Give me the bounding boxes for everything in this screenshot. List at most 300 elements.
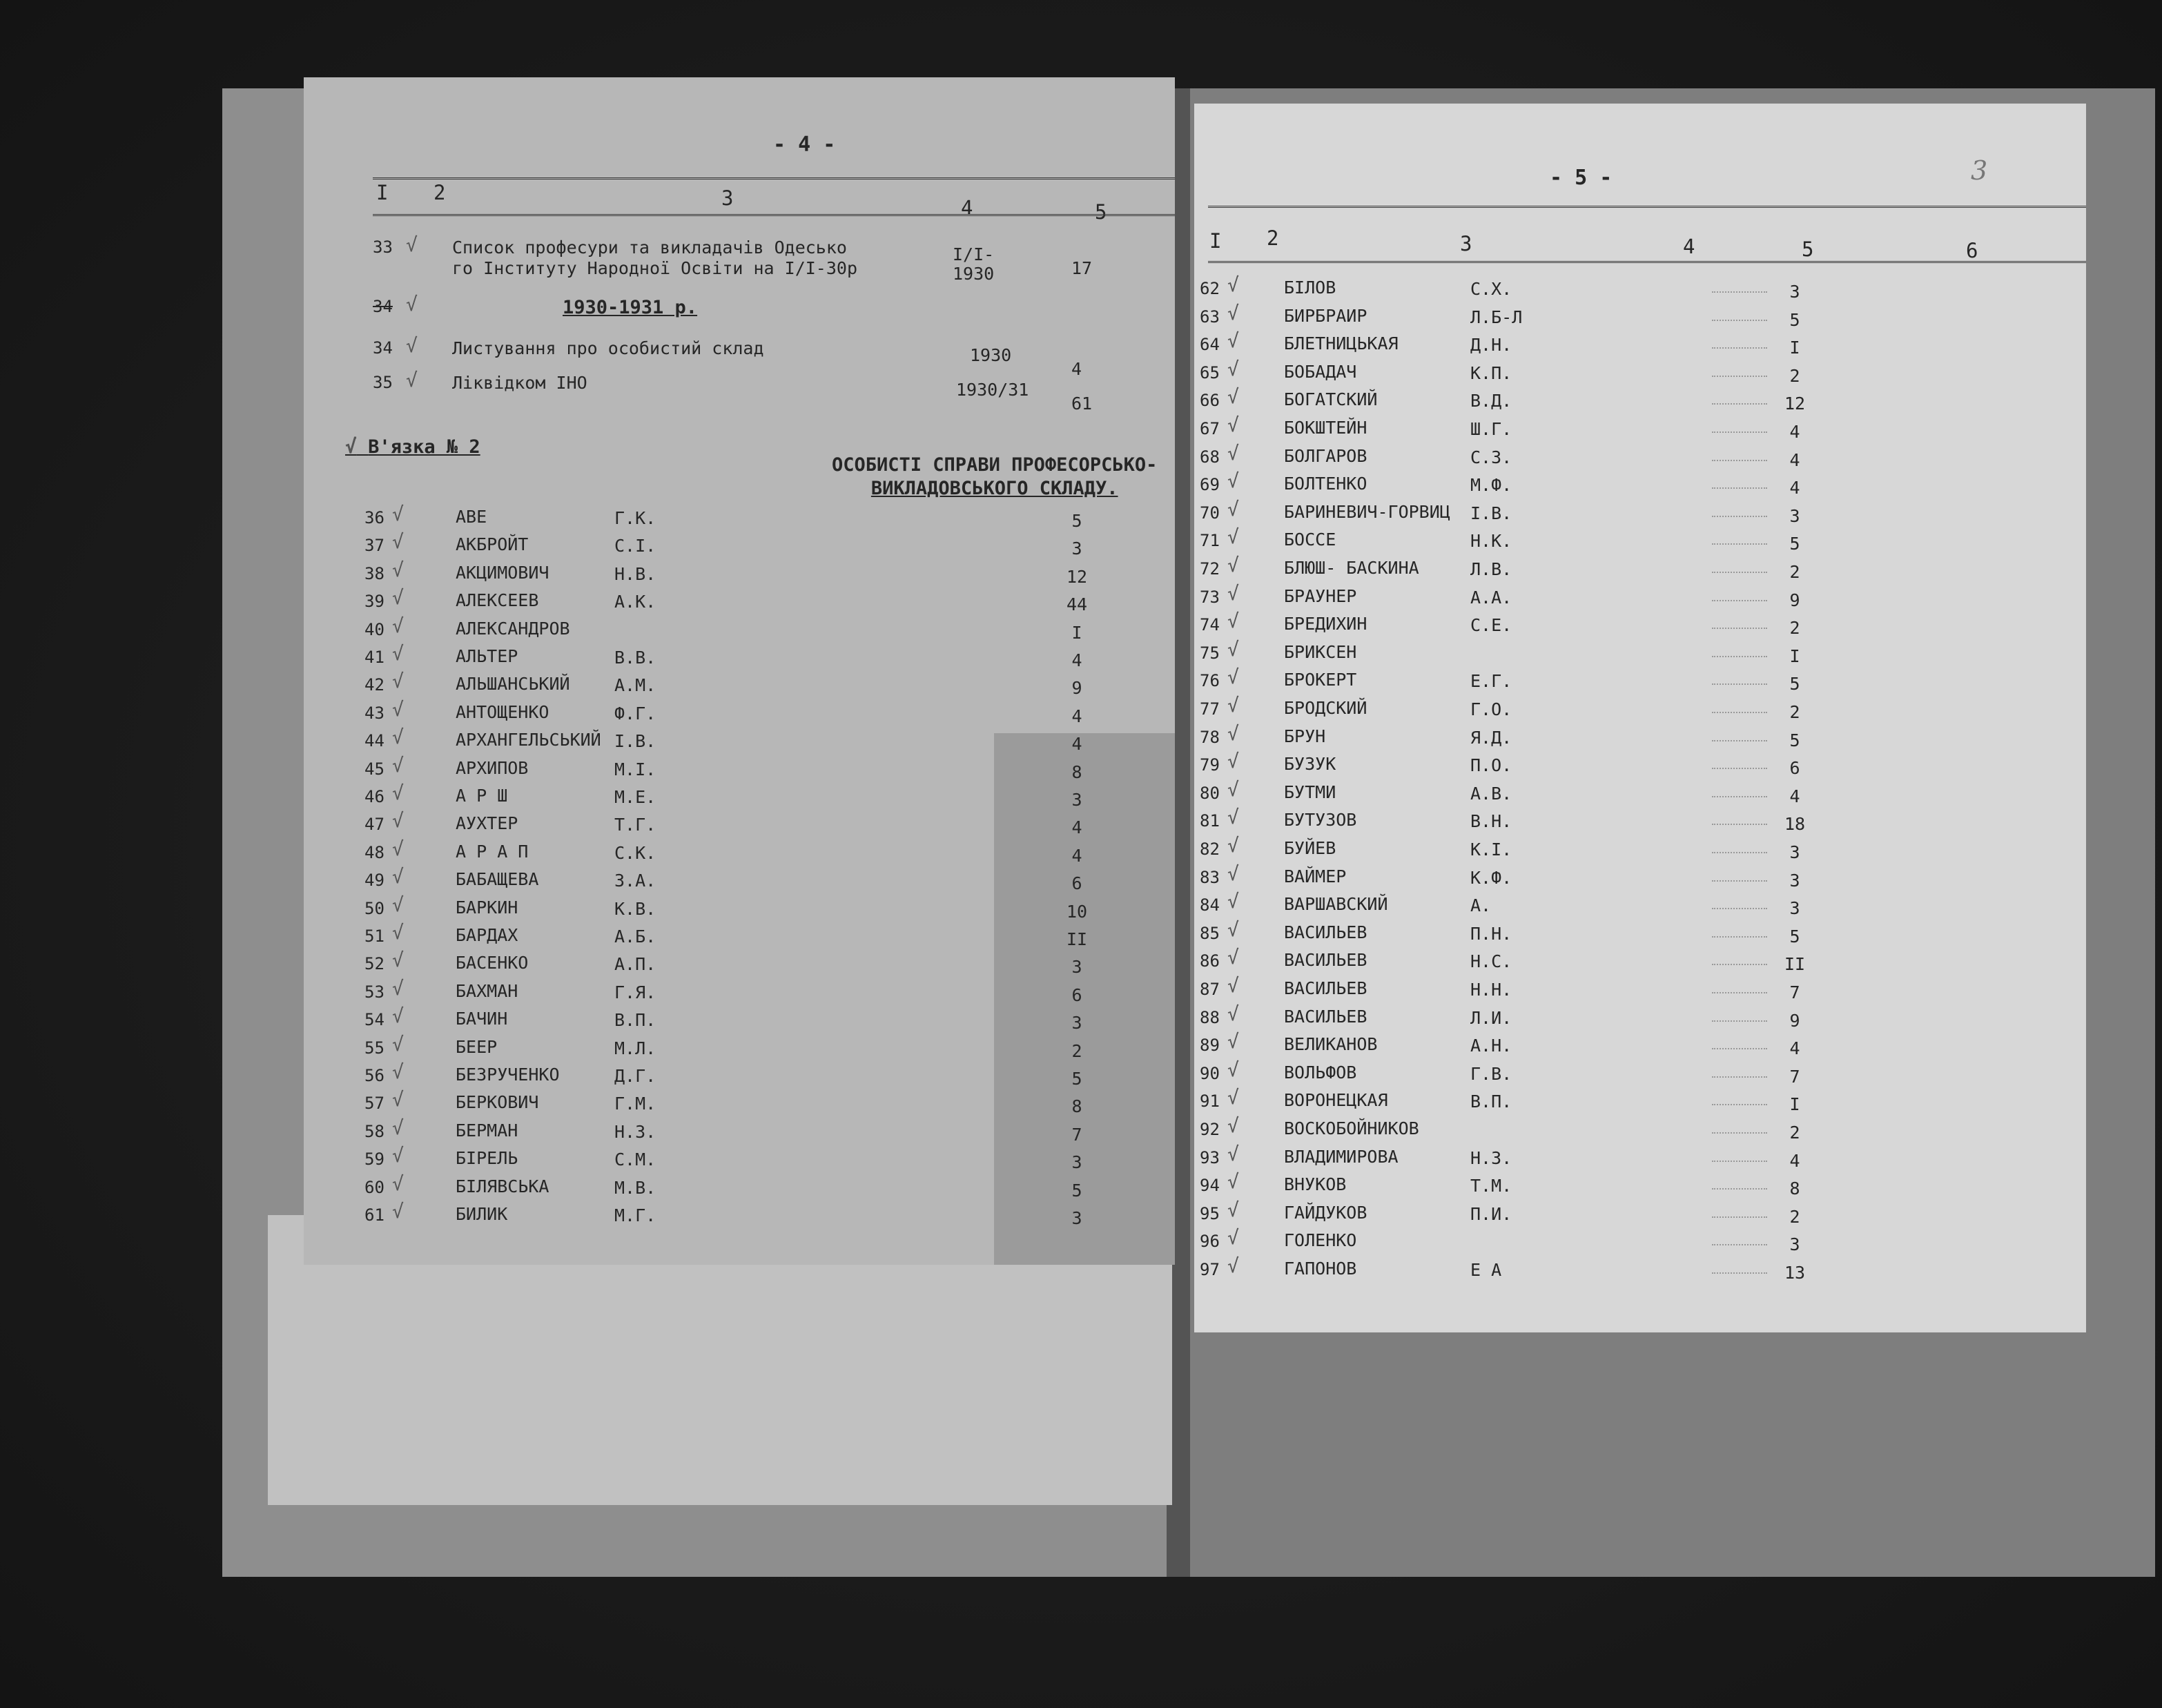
initials: К.Ф.	[1470, 868, 1512, 888]
row-number: 56	[364, 1066, 384, 1085]
table-row	[1194, 946, 2086, 975]
surname: БРЕДИХИН	[1284, 614, 1367, 634]
row-number: 65	[1200, 363, 1220, 382]
surname: БАБАЩЕВА	[456, 869, 539, 889]
sheet-count: 18	[1784, 814, 1806, 834]
entry-number: 34	[373, 297, 393, 316]
surname: БРИКСЕН	[1284, 642, 1357, 662]
check-mark: √	[392, 921, 404, 944]
row-number: 77	[1200, 699, 1220, 719]
initials: І.В.	[1470, 503, 1512, 523]
table-row	[1194, 918, 2086, 947]
check-mark: √	[1227, 778, 1239, 801]
check-mark: √	[1227, 862, 1239, 885]
entry-count: 17	[1071, 258, 1093, 278]
col-header-4: 4	[961, 196, 973, 220]
sheet-count: 3	[1071, 538, 1082, 559]
sheet-count: 3	[1789, 506, 1800, 526]
check-mark: √	[1227, 302, 1239, 324]
dotted-leader	[1712, 712, 1767, 713]
row-number: 80	[1200, 784, 1220, 803]
surname: БИЛИК	[456, 1204, 508, 1224]
check-mark: √	[1227, 442, 1239, 465]
initials: Н.З.	[614, 1122, 656, 1142]
check-mark: √	[392, 1060, 404, 1083]
check-mark: √	[1227, 834, 1239, 857]
check-mark: √	[392, 726, 404, 748]
surname: ВОРОНЕЦКАЯ	[1284, 1090, 1388, 1110]
row-number: 52	[364, 954, 384, 973]
initials: Е А	[1470, 1260, 1502, 1280]
sheet-count: 5	[1071, 1181, 1082, 1201]
row-number: 44	[364, 731, 384, 750]
row-number: 48	[364, 843, 384, 862]
check-mark: √	[1227, 1198, 1239, 1221]
check-mark: √	[1227, 554, 1239, 576]
header-rule-top	[373, 177, 1175, 179]
row-number: 91	[1200, 1091, 1220, 1111]
col-header-5: 5	[1802, 237, 1814, 261]
table-row	[1194, 1198, 2086, 1227]
table-row	[1194, 890, 2086, 919]
sheet-count: 3	[1789, 871, 1800, 891]
check-mark: √	[392, 642, 404, 665]
surname: БОЛТЕНКО	[1284, 474, 1367, 494]
entry-count: 4	[1071, 359, 1082, 379]
row-number: 40	[364, 620, 384, 639]
col-header-3: 3	[721, 186, 734, 210]
dotted-leader	[1712, 460, 1767, 461]
sheet-count: 10	[1066, 902, 1088, 922]
row-number: 45	[364, 759, 384, 779]
table-row	[1194, 778, 2086, 807]
sheet-count: 4	[1071, 734, 1082, 754]
row-number: 59	[364, 1149, 384, 1169]
surname: ВАСИЛЬЕВ	[1284, 922, 1367, 942]
row-number: 73	[1200, 588, 1220, 607]
table-row	[1194, 1254, 2086, 1283]
surname: АРХАНГЕЛЬСЬКИЙ	[456, 730, 601, 750]
initials: А.А.	[1470, 588, 1512, 608]
sheet-count: 9	[1071, 678, 1082, 698]
row-number: 61	[364, 1205, 384, 1225]
check-mark: √	[1227, 1058, 1239, 1081]
check-mark: √	[1227, 582, 1239, 605]
table-row	[304, 893, 1175, 922]
sheet-count: 6	[1071, 873, 1082, 893]
row-number: 93	[1200, 1148, 1220, 1167]
initials: М.Л.	[614, 1038, 656, 1058]
surname: БРОКЕРТ	[1284, 670, 1357, 690]
page-number: - 5 -	[1550, 166, 1613, 190]
header-rule-bottom	[1208, 261, 2086, 263]
sheet-count: 4	[1071, 650, 1082, 670]
table-row	[304, 1007, 1175, 1033]
archive-sheet-mark: 3	[1971, 155, 1988, 186]
table-row	[1194, 750, 2086, 779]
sheet-count: 6	[1071, 985, 1082, 1005]
initials: А.В.	[1470, 784, 1512, 804]
table-row	[1194, 1145, 2086, 1172]
row-number: 78	[1200, 728, 1220, 747]
dotted-leader	[1712, 656, 1767, 657]
dotted-leader	[1712, 740, 1767, 741]
check-mark: √	[406, 369, 418, 391]
row-number: 64	[1200, 335, 1220, 354]
initials: М.Е.	[614, 787, 656, 807]
dotted-leader	[1712, 291, 1767, 293]
entry-text: Список професури та викладачів Одесько	[452, 237, 847, 258]
initials: Н.В.	[614, 564, 656, 584]
col-header-2: 2	[434, 181, 446, 204]
initials: Д.Г.	[614, 1066, 656, 1086]
surname: БАХМАН	[456, 981, 518, 1001]
initials: Л.Б-Л	[1470, 307, 1523, 327]
entry-text: 1930-1931 р.	[563, 297, 698, 318]
surname: БУТМИ	[1284, 782, 1336, 802]
row-number: 94	[1200, 1176, 1220, 1195]
table-row	[1194, 525, 2086, 554]
check-mark: √	[392, 530, 404, 553]
initials: Т.Г.	[614, 815, 656, 835]
surname: БЕЗРУЧЕНКО	[456, 1065, 560, 1085]
surname: БАСЕНКО	[456, 953, 529, 973]
sheet-count: II	[1784, 954, 1806, 974]
initials: З.А.	[614, 871, 656, 891]
row-number: 47	[364, 815, 384, 834]
table-row	[304, 837, 1175, 866]
dotted-leader	[1712, 796, 1767, 797]
sheet-count: 4	[1789, 1151, 1800, 1171]
row-number: 75	[1200, 643, 1220, 663]
entry-text: Листування про особистий склад	[452, 338, 764, 358]
dotted-leader	[1712, 572, 1767, 573]
surname: ВАРШАВСКИЙ	[1284, 894, 1388, 914]
table-row	[304, 561, 1175, 588]
surname: БОЛГАРОВ	[1284, 446, 1367, 466]
table-row	[304, 1144, 1175, 1173]
table-row	[1194, 469, 2086, 498]
check-mark: √	[392, 949, 404, 971]
initials: Н.К.	[1470, 531, 1512, 551]
sheet-count: 4	[1071, 846, 1082, 866]
initials: С.І.	[614, 536, 656, 556]
surname: БУЗУК	[1284, 754, 1336, 774]
check-mark: √	[1227, 946, 1239, 969]
check-mark: √	[392, 698, 404, 721]
surname: ВОЛЬФОВ	[1284, 1062, 1357, 1083]
table-row	[1194, 808, 2086, 835]
surname: АКБРОЙТ	[456, 534, 529, 554]
row-number: 88	[1200, 1008, 1220, 1027]
surname: БИРБРАИР	[1284, 306, 1367, 326]
col-header-1: I	[376, 181, 389, 204]
initials: П.Н.	[1470, 924, 1512, 944]
initials: Л.В.	[1470, 559, 1512, 579]
row-number: 62	[1200, 279, 1220, 298]
sheet-count: 7	[1789, 1067, 1800, 1087]
entry-date: 1930	[970, 345, 1012, 365]
check-mark: √	[392, 837, 404, 860]
row-number: 74	[1200, 615, 1220, 634]
table-row	[304, 951, 1175, 978]
dotted-leader	[1712, 628, 1767, 629]
check-mark: √	[1227, 385, 1239, 408]
table-row	[1194, 1030, 2086, 1059]
table-row	[304, 865, 1175, 894]
table-row	[304, 754, 1175, 783]
initials: А.Н.	[1470, 1036, 1512, 1056]
table-row	[1194, 498, 2086, 527]
dotted-leader	[1712, 403, 1767, 405]
table-row	[1194, 304, 2086, 331]
row-number: 67	[1200, 419, 1220, 438]
surname: ВОСКОБОЙНИКОВ	[1284, 1118, 1419, 1138]
sheet-count: 2	[1071, 1041, 1082, 1061]
row-number: 46	[364, 787, 384, 806]
dotted-leader	[1712, 964, 1767, 965]
check-mark: √	[392, 782, 404, 804]
surname: БРОДСКИЙ	[1284, 698, 1367, 718]
sheet-count: 2	[1789, 702, 1800, 722]
row-number: 60	[364, 1178, 384, 1197]
sheet-count: 9	[1789, 1011, 1800, 1031]
table-row	[304, 1033, 1175, 1062]
table-row	[304, 614, 1175, 643]
header-rule-bottom	[373, 214, 1175, 216]
table-row	[1194, 694, 2086, 723]
table-row	[1194, 385, 2086, 414]
row-number: 39	[364, 592, 384, 611]
initials: М.Ф.	[1470, 475, 1512, 495]
page-number: - 4 -	[773, 133, 836, 157]
surname: АРХИПОВ	[456, 758, 529, 778]
table-row	[1194, 360, 2086, 387]
sheet-count: 8	[1071, 762, 1082, 782]
dotted-leader	[1712, 1216, 1767, 1218]
sheet-count: I	[1789, 646, 1800, 666]
check-mark: √	[392, 893, 404, 916]
sheet-count: 5	[1789, 730, 1800, 750]
table-row	[304, 530, 1175, 559]
dotted-leader	[1712, 320, 1767, 321]
initials: В.П.	[1470, 1091, 1512, 1112]
col-header-4: 4	[1683, 235, 1695, 258]
surname: ГАЙДУКОВ	[1284, 1203, 1367, 1223]
table-row	[1194, 638, 2086, 667]
check-mark: √	[392, 1172, 404, 1195]
table-row	[1194, 329, 2086, 358]
surname: ВАСИЛЬЕВ	[1284, 950, 1367, 970]
table-row	[1194, 1170, 2086, 1199]
dotted-leader	[1712, 824, 1767, 825]
row-number: 86	[1200, 951, 1220, 971]
table-row	[304, 1088, 1175, 1117]
row-number: 58	[364, 1122, 384, 1141]
surname: БАРДАХ	[456, 925, 518, 945]
check-mark: √	[1227, 329, 1239, 352]
initials: С.З.	[1470, 447, 1512, 467]
surname: АЛЕКСЕЕВ	[456, 590, 539, 610]
table-row	[1194, 556, 2086, 583]
table-row	[1194, 1114, 2086, 1143]
check-mark: √	[1227, 358, 1239, 380]
sheet-count: 7	[1789, 982, 1800, 1002]
table-row	[304, 728, 1175, 755]
entry-number: 35	[373, 373, 393, 392]
check-mark: √	[1227, 525, 1239, 548]
row-number: 68	[1200, 447, 1220, 467]
surname: БАРИНЕВИЧ-ГОРВИЦ	[1284, 502, 1450, 522]
sheet-count: 5	[1789, 534, 1800, 554]
table-row	[304, 1172, 1175, 1201]
dotted-leader	[1712, 347, 1767, 349]
sheet-count: 6	[1789, 758, 1800, 778]
initials: М.Г.	[614, 1205, 656, 1225]
initials: М.В.	[614, 1178, 656, 1198]
section-title: ОСОБИСТІ СПРАВИ ПРОФЕСОРСЬКО- ВИКЛАДОВСЬКОГО СКЛАДУ.	[832, 454, 1158, 499]
row-number: 41	[364, 648, 384, 667]
initials: П.О.	[1470, 755, 1512, 775]
initials: Т.М.	[1470, 1176, 1512, 1196]
initials: П.И.	[1470, 1204, 1512, 1224]
surname: ВЕЛИКАНОВ	[1284, 1034, 1378, 1054]
dotted-leader	[1712, 543, 1767, 545]
row-number: 83	[1200, 868, 1220, 887]
row-number: 70	[1200, 503, 1220, 523]
dotted-leader	[1712, 852, 1767, 853]
dotted-leader	[1712, 516, 1767, 517]
check-mark: √	[406, 233, 418, 256]
check-mark: √	[1227, 694, 1239, 717]
table-row	[1194, 273, 2086, 302]
dotted-leader	[1712, 487, 1767, 489]
initials: Д.Н.	[1470, 335, 1512, 355]
sheet-count: 3	[1789, 282, 1800, 302]
col-header-2: 2	[1267, 226, 1279, 250]
sheet-count: 5	[1789, 674, 1800, 694]
check-mark: √	[392, 586, 404, 609]
table-row	[304, 1116, 1175, 1145]
dotted-leader	[1712, 908, 1767, 909]
initials: Ш.Г.	[1470, 419, 1512, 439]
initials: К.І.	[1470, 840, 1512, 860]
sheet-count: 3	[1071, 1013, 1082, 1033]
bundle-label: √ В'язка № 2	[345, 435, 480, 458]
dotted-leader	[1712, 600, 1767, 601]
row-number: 72	[1200, 559, 1220, 579]
left-page	[304, 77, 1175, 1265]
sheet-count: 5	[1071, 511, 1082, 531]
initials: В.П.	[614, 1010, 656, 1030]
table-row	[1194, 862, 2086, 891]
dotted-leader	[1712, 992, 1767, 993]
table-row	[1194, 1086, 2086, 1115]
surname: ВНУКОВ	[1284, 1174, 1347, 1194]
check-mark: √	[392, 1033, 404, 1056]
table-row	[1194, 442, 2086, 471]
surname: БІЛЯВСЬКА	[456, 1176, 549, 1196]
table-row	[1194, 1002, 2086, 1031]
check-mark: √	[1227, 890, 1239, 913]
right-page	[1194, 104, 2086, 1332]
dotted-leader	[1712, 1188, 1767, 1190]
check-mark: √	[406, 293, 418, 316]
row-number: 53	[364, 982, 384, 1002]
sheet-count: 2	[1789, 1123, 1800, 1143]
surname: БОССЕ	[1284, 530, 1336, 550]
table-row	[304, 977, 1175, 1006]
sheet-count: 44	[1066, 594, 1088, 614]
initials: Г.О.	[1470, 699, 1512, 719]
check-mark: √	[392, 754, 404, 777]
row-number: 42	[364, 675, 384, 695]
table-row	[1194, 1226, 2086, 1255]
initials: Я.Д.	[1470, 728, 1512, 748]
surname: БАЧИН	[456, 1009, 508, 1029]
sheet-count: 12	[1066, 567, 1088, 587]
entry-date: 1930	[953, 264, 995, 284]
initials: Л.И.	[1470, 1008, 1512, 1028]
check-mark: √	[406, 334, 418, 357]
initials: В.В.	[614, 648, 656, 668]
table-row	[1194, 612, 2086, 639]
entry-date: 1930/31	[956, 380, 1029, 400]
surname: ГОЛЕНКО	[1284, 1230, 1357, 1250]
dotted-leader	[1712, 1161, 1767, 1162]
initials: Г.В.	[1470, 1064, 1512, 1084]
dotted-leader	[1712, 880, 1767, 882]
col-header-1: I	[1209, 229, 1222, 253]
row-number: 54	[364, 1010, 384, 1029]
sheet-count: 9	[1789, 590, 1800, 610]
initials: В.Н.	[1470, 811, 1512, 831]
surname: ВАСИЛЬЕВ	[1284, 978, 1367, 998]
check-mark: √	[1227, 1143, 1239, 1165]
check-mark: √	[392, 1200, 404, 1223]
sheet-count: 8	[1071, 1096, 1082, 1116]
row-number: 92	[1200, 1120, 1220, 1139]
row-number: 63	[1200, 307, 1220, 327]
sheet-count: 3	[1071, 790, 1082, 810]
surname: БЕРМАН	[456, 1120, 518, 1141]
check-mark: √	[1227, 750, 1239, 773]
row-number: 89	[1200, 1036, 1220, 1055]
surname: ВАЙМЕР	[1284, 866, 1347, 886]
row-number: 79	[1200, 755, 1220, 775]
col-header-3: 3	[1460, 232, 1472, 255]
check-mark: √	[1227, 610, 1239, 632]
dotted-leader	[1712, 1048, 1767, 1049]
sheet-count: 2	[1789, 366, 1800, 386]
initials: Н.Н.	[1470, 980, 1512, 1000]
initials: К.В.	[614, 899, 656, 919]
entry-number: 33	[373, 237, 393, 257]
row-number: 55	[364, 1038, 384, 1058]
surname: АУХТЕР	[456, 813, 518, 833]
row-number: 95	[1200, 1204, 1220, 1223]
dotted-leader	[1712, 1104, 1767, 1105]
table-row	[304, 586, 1175, 615]
row-number: 84	[1200, 895, 1220, 915]
dotted-leader	[1712, 376, 1767, 377]
check-mark: √	[1227, 1226, 1239, 1249]
check-mark: √	[1227, 1086, 1239, 1109]
surname: БУТУЗОВ	[1284, 810, 1357, 830]
table-row	[304, 698, 1175, 727]
row-number: 57	[364, 1094, 384, 1113]
check-mark: √	[1227, 469, 1239, 492]
